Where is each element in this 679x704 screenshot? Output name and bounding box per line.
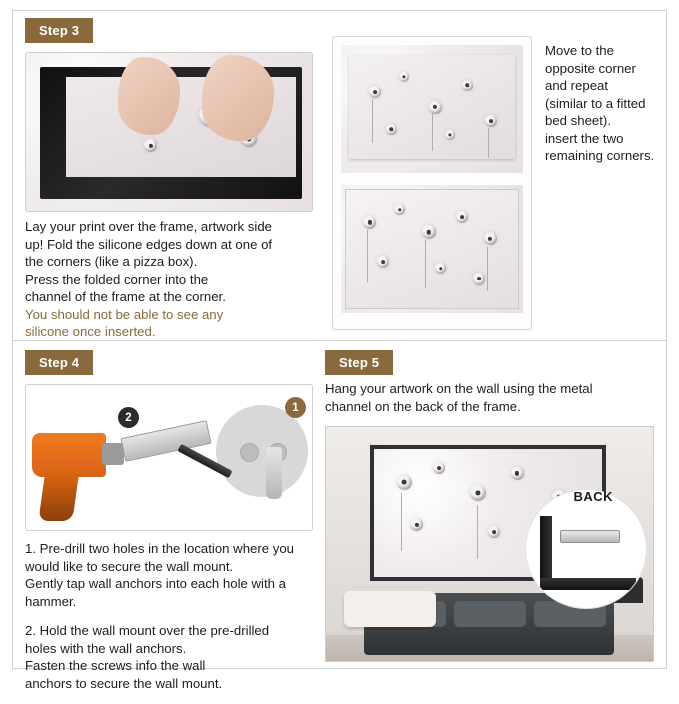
step-3-line: Lay your print over the frame, artwork side [25, 219, 273, 234]
step-3-warning-line: You should not be able to see any [25, 306, 224, 322]
flower-dot [511, 467, 524, 480]
step-3-line: channel of the frame at the corner. [25, 289, 226, 304]
flower-dot [470, 485, 486, 501]
hand-right [202, 55, 274, 141]
flower-stem [488, 128, 489, 158]
step-4-photo [25, 384, 313, 531]
side-note-line: remaining corners. [545, 148, 655, 163]
step-4-line: hammer. [25, 593, 77, 609]
seated-print [345, 189, 519, 309]
flower-stem [401, 493, 402, 551]
step-3-side-note [545, 42, 673, 165]
step-5-badge: Step 5 [325, 350, 393, 375]
flower-dot [433, 462, 445, 474]
step-4-line: would like to secure the wall mount. [25, 558, 234, 574]
wall-anchor [266, 447, 282, 499]
flower-dot [462, 80, 473, 91]
side-note-line: and repeat [545, 78, 609, 93]
step-4-line: Gently tap wall anchors into each hole with a [25, 576, 286, 591]
flower-dot [429, 101, 442, 114]
flower-dot [422, 225, 436, 239]
flower-stem [367, 230, 368, 282]
step-4-badge: Step 4 [25, 350, 93, 375]
step-3-badge: Step 3 [25, 18, 93, 43]
step-4-line: 2. Hold the wall mount over the pre-drilled [25, 623, 270, 638]
step-4-line: holes with the wall anchors. [25, 640, 187, 656]
flower-dot [144, 139, 157, 152]
flower-dot [435, 263, 446, 274]
step-5-instructions [325, 380, 645, 415]
flower-dot [369, 86, 381, 98]
step-5-photo [325, 426, 654, 662]
flower-dot [456, 211, 468, 223]
side-note-line: insert the two [545, 130, 624, 146]
step-3-image-seated [341, 185, 523, 313]
step-4-line: Fasten the screws info the wall [25, 658, 206, 673]
step-4-paragraph-2 [25, 622, 315, 692]
wall-hole [240, 443, 259, 462]
flower-dot [473, 273, 485, 285]
side-note-line: Move to the [545, 43, 614, 58]
step-4-paragraph-1 [25, 540, 315, 610]
flower-dot [386, 124, 397, 135]
flower-stem [432, 113, 433, 151]
step-4-instructions [25, 540, 315, 704]
step-3-line: the corners (like a pizza box). [25, 254, 198, 269]
step-5-line: channel on the back of the frame. [325, 398, 521, 414]
callout-badge-1: 1 [285, 397, 306, 418]
step-3-warning-line: silicone once inserted. [25, 324, 156, 339]
flower-stem [487, 247, 488, 291]
hand-left [118, 57, 180, 135]
back-of-frame-callout [525, 489, 647, 609]
step-4-line: anchors to secure the wall mount. [25, 675, 223, 691]
drill-handle [38, 469, 79, 521]
flower-dot [397, 475, 412, 490]
flower-dot [484, 232, 497, 245]
frame-edge-horizontal [540, 578, 636, 590]
floral-dots [349, 55, 515, 159]
drill-chuck [102, 443, 124, 465]
flower-dot [488, 526, 500, 538]
step-3-image-panel [332, 36, 532, 330]
step-4-line: 1. Pre-drill two holes in the location where you [25, 541, 295, 556]
wall-holes-callout [216, 405, 308, 497]
step-3-image-draped [341, 45, 523, 173]
draped-print [349, 55, 515, 159]
callout-badge-2: 2 [118, 407, 139, 428]
flower-dot [394, 204, 405, 215]
metal-channel [560, 530, 620, 543]
flower-stem [372, 99, 373, 143]
flower-dot [377, 256, 389, 268]
flower-stem [477, 505, 478, 559]
step-3-photo [25, 52, 313, 212]
flower-dot [399, 72, 409, 82]
flower-dot [363, 216, 376, 229]
flower-dot [445, 130, 455, 140]
coffee-table [344, 591, 436, 627]
step-3-instructions [25, 218, 320, 341]
sofa-cushion [454, 601, 526, 627]
flower-dot [485, 115, 497, 127]
step-5-line: Hang your artwork on the wall using the metal [325, 381, 593, 396]
step-3-line: up! Fold the silicone edges down at one of [25, 236, 273, 252]
flower-stem [425, 240, 426, 288]
side-note-line: (similar to a fitted [545, 95, 646, 111]
flower-dot [410, 518, 423, 531]
back-callout-label: BACK [573, 489, 613, 504]
step-3-line: Press the folded corner into the [25, 271, 209, 287]
floral-dots [346, 190, 518, 308]
side-note-line: bed sheet). [545, 113, 611, 128]
side-note-line: opposite corner [545, 60, 636, 76]
